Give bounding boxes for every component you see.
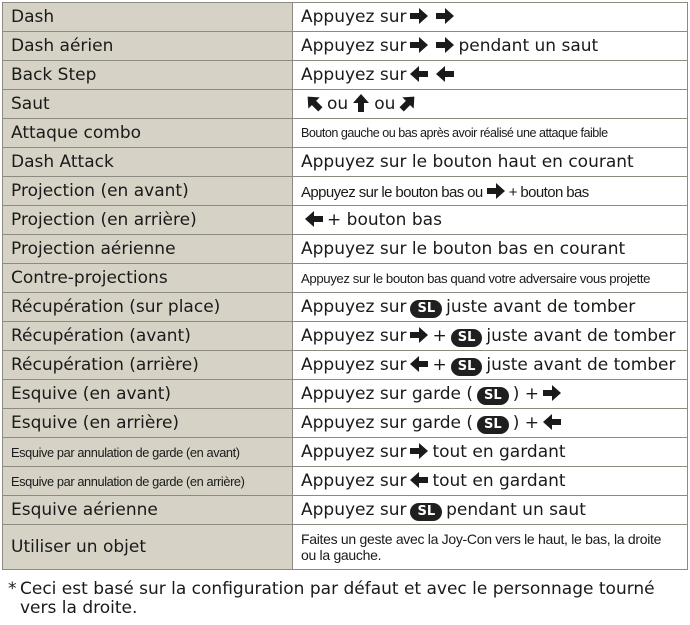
command-text: + bouton bas [508,183,589,201]
table-row [3,409,688,438]
command-text: Appuyez sur [301,65,407,85]
sl-button-icon: SL [477,416,509,434]
action-name: Back Step [3,61,293,90]
action-name: Esquive par annulation de garde (en arrière) [3,467,293,496]
action-name: Récupération (sur place) [3,293,293,322]
command-text: ou [327,94,349,114]
arrow-right-icon [435,7,455,25]
command-cell [293,90,688,119]
arrow-left-icon [409,355,429,373]
command-cell [293,61,688,90]
arrow-right-icon [409,7,429,25]
command-text: Faites un geste avec la Joy-Con vers le haut, le bas, la droite ou la gauche. [301,531,662,563]
command-text: + bouton bas [327,210,442,230]
command-cell [293,264,688,293]
command-text: juste avant de tomber [486,325,676,346]
command-cell [293,467,688,496]
command-cell [293,119,688,148]
command-text: Appuyez sur [301,499,407,520]
command-text: Appuyez sur [301,36,407,56]
command-text: Bouton gauche ou bas après avoir réalisé une attaque faible [301,126,608,140]
action-name: Projection (en avant) [3,177,293,206]
table-row [3,3,688,32]
command-text: Appuyez sur le bouton bas ou [301,183,483,201]
table-row [3,351,688,380]
table-row [3,380,688,409]
table-row [3,467,688,496]
arrow-left-icon [542,413,562,431]
command-text: ) + [512,412,539,433]
action-name: Projection aérienne [3,235,293,264]
arrow-right-icon [409,442,429,460]
table-row [3,438,688,467]
arrow-left-icon [435,65,455,83]
footnote-text: Ceci est basé sur la configuration par défaut et avec le personnage tourné vers la droite. [20,579,655,618]
table-row [3,61,688,90]
command-text: pendant un saut [446,499,586,520]
arrow-right-icon [409,36,429,54]
command-cell [293,206,688,235]
sl-button-icon: SL [410,300,442,318]
action-name: Saut [3,90,293,119]
arrow-left-icon [409,471,429,489]
controls-table [2,2,688,570]
command-cell [293,235,688,264]
command-cell [293,177,688,206]
arrow-left-icon [409,65,429,83]
table-row [3,322,688,351]
sl-button-icon: SL [451,358,483,376]
command-cell [293,409,688,438]
command-text: Appuyez sur [301,7,407,27]
table-row [3,90,688,119]
action-name: Esquive (en arrière) [3,409,293,438]
action-name: Attaque combo [3,119,293,148]
sl-button-icon: SL [451,329,483,347]
command-text: Appuyez sur garde ( [301,383,474,404]
footnote-star: * [8,579,17,599]
table-row [3,32,688,61]
command-cell [293,380,688,409]
command-text: Appuyez sur [301,354,407,375]
command-text: juste avant de tomber [446,296,636,317]
command-text: pendant un saut [458,36,599,56]
command-text: Appuyez sur garde ( [301,412,474,433]
command-cell [293,3,688,32]
table-row [3,206,688,235]
command-text: Appuyez sur [301,296,407,317]
arrow-right-icon [486,182,506,200]
footnote [8,580,688,618]
action-name: Récupération (arrière) [3,351,293,380]
action-name: Dash [3,3,293,32]
arrow-right-icon [542,384,562,402]
sl-button-icon: SL [410,503,442,521]
arrow-up-right-icon [398,94,418,112]
command-text: Appuyez sur [301,471,407,491]
table-row [3,496,688,525]
command-text: tout en gardant [432,442,566,462]
table-row [3,525,688,570]
action-name: Esquive aérienne [3,496,293,525]
command-cell [293,351,688,380]
command-text: juste avant de tomber [486,354,676,375]
table-row [3,148,688,177]
command-cell [293,438,688,467]
action-name: Contre-projections [3,264,293,293]
command-cell [293,525,688,570]
command-cell [293,148,688,177]
command-text: Appuyez sur [301,325,407,346]
arrow-right-icon [409,326,429,344]
arrow-up-left-icon [304,94,324,112]
sl-button-icon: SL [477,387,509,405]
action-name: Dash aérien [3,32,293,61]
command-cell [293,496,688,525]
arrow-left-icon [304,210,324,228]
table-row [3,293,688,322]
controls-table-body [3,3,688,570]
command-text: ) + [512,383,539,404]
table-row [3,235,688,264]
command-text: + [432,354,447,375]
action-name: Projection (en arrière) [3,206,293,235]
table-row [3,264,688,293]
action-name: Esquive (en avant) [3,380,293,409]
command-text: tout en gardant [432,471,566,491]
arrow-right-icon [435,36,455,54]
arrow-up-icon [351,94,371,112]
table-row [3,119,688,148]
table-row [3,177,688,206]
command-text: Appuyez sur [301,442,407,462]
action-name: Récupération (avant) [3,322,293,351]
action-name: Utiliser un objet [3,525,293,570]
command-text: Appuyez sur le bouton bas en courant [301,239,626,259]
command-text: Appuyez sur le bouton haut en courant [301,152,634,172]
command-cell [293,322,688,351]
action-name: Esquive par annulation de garde (en avant) [3,438,293,467]
command-cell [293,293,688,322]
command-text: ou [374,94,396,114]
command-cell [293,32,688,61]
command-text: + [432,325,447,346]
command-text: Appuyez sur le bouton bas quand votre adversaire vous projette [301,270,651,286]
action-name: Dash Attack [3,148,293,177]
